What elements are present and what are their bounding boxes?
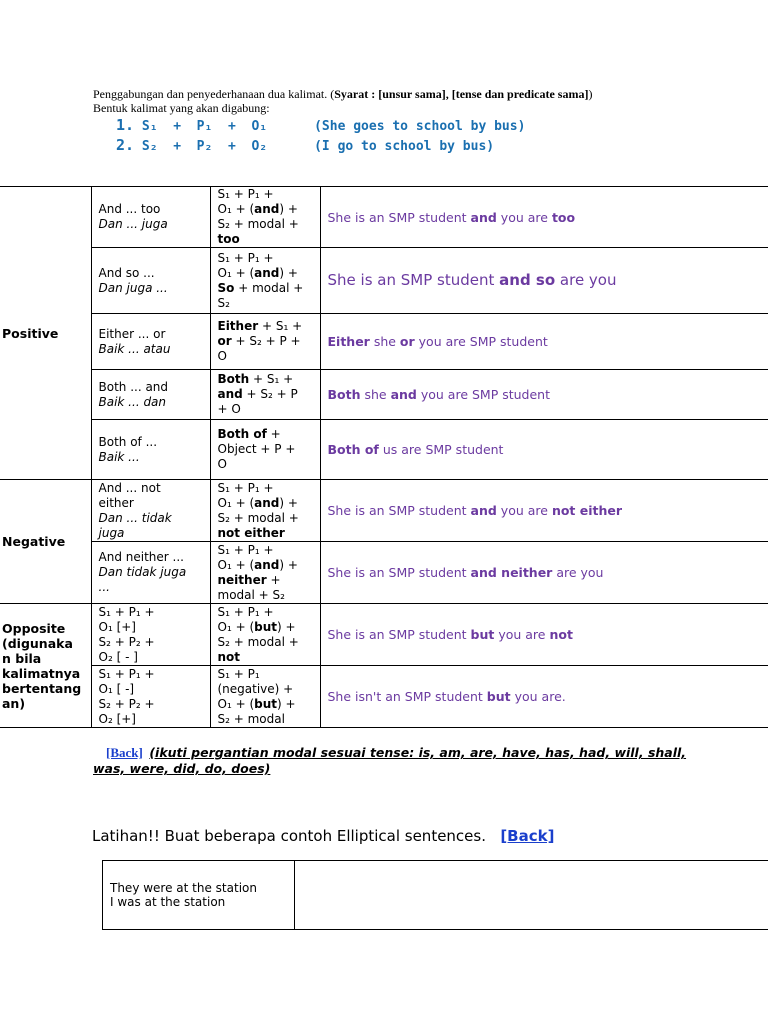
conj-and-so: And so ... Dan juga ...	[91, 248, 210, 314]
conj-both-and: Both ... and Baik ... dan	[91, 370, 210, 420]
category-negative: Negative	[0, 480, 91, 604]
category-opposite: Opposite (digunaka n bila kalimatnya bertentang an)	[0, 604, 91, 728]
example-but-not: She is an SMP student but you are not	[320, 604, 768, 666]
conj-and-too: And ... too Dan ... juga	[91, 187, 210, 248]
latihan-back-link[interactable]: [Back]	[500, 827, 555, 845]
elliptical-table	[0, 186, 768, 728]
conj-either-or: Either ... or Baik ... atau	[91, 314, 210, 370]
conj-and-neither: And neither ... Dan tidak juga ...	[91, 542, 210, 604]
pattern-but-not: S₁ + P₁ + O₁ + (but) + S₂ + modal + not	[210, 604, 320, 666]
intro-text: Penggabungan dan penyederhanaan dua kalimat. (Syarat : [unsur sama], [tense dan predicate sama]) Bentuk kalimat yang akan digabung:	[93, 87, 593, 115]
example-either-or: Either she or you are SMP student	[320, 314, 768, 370]
back-note-line	[93, 745, 693, 777]
example-but: She isn't an SMP student but you are.	[320, 666, 768, 728]
pattern-and-so: S₁ + P₁ + O₁ + (and) + So + modal + S₂	[210, 248, 320, 314]
example-and-too: She is an SMP student and you are too	[320, 187, 768, 248]
example-not-either: She is an SMP student and you are not either	[320, 480, 768, 542]
exercise-table	[102, 860, 768, 930]
example-both-and: Both she and you are SMP student	[320, 370, 768, 420]
formula-1: 1. S₁ + P₁ + O₁ (She goes to school by bus)	[116, 116, 526, 134]
example-and-neither: She is an SMP student and neither are you	[320, 542, 768, 604]
example-and-so: She is an SMP student and so are you	[320, 248, 768, 314]
pattern-either-or: Either + S₁ + or + S₂ + P + O	[210, 314, 320, 370]
conj-opposite-1: S₁ + P₁ + O₁ [+] S₂ + P₂ + O₂ [ - ]	[91, 604, 210, 666]
pattern-not-either: S₁ + P₁ + O₁ + (and) + S₂ + modal + not either	[210, 480, 320, 542]
category-positive: Positive	[0, 187, 91, 480]
conj-opposite-2: S₁ + P₁ + O₁ [ -] S₂ + P₂ + O₂ [+]	[91, 666, 210, 728]
intro-line2: Bentuk kalimat yang akan digabung:	[93, 101, 270, 115]
latihan-heading: Latihan!! Buat beberapa contoh Elliptical sentences. [Back]	[92, 827, 555, 845]
pattern-both-of: Both of + Object + P + O	[210, 420, 320, 480]
exercise-answer	[295, 861, 768, 930]
syarat-label: Syarat : [unsur sama], [tense dan predicate sama]	[334, 87, 589, 101]
modal-note: (ikuti pergantian modal sesuai tense: is, am, are, have, has, had, will, shall, was, were, did, do, does)	[93, 745, 687, 776]
pattern-both-and: Both + S₁ + and + S₂ + P + O	[210, 370, 320, 420]
formula-list	[116, 116, 525, 156]
formula-2: 2. S₂ + P₂ + O₂ (I go to school by bus)	[116, 136, 495, 154]
exercise-question: They were at the station I was at the station	[103, 861, 295, 930]
example-both-of: Both of us are SMP student	[320, 420, 768, 480]
pattern-and-neither: S₁ + P₁ + O₁ + (and) + neither + modal + S₂	[210, 542, 320, 604]
conj-not-either: And ... not either Dan ... tidak juga	[91, 480, 210, 542]
pattern-and-too: S₁ + P₁ + O₁ + (and) + S₂ + modal + too	[210, 187, 320, 248]
back-link[interactable]: [Back]	[106, 745, 143, 760]
conj-both-of: Both of ... Baik ...	[91, 420, 210, 480]
pattern-but: S₁ + P₁ (negative) + O₁ + (but) + S₂ + modal	[210, 666, 320, 728]
